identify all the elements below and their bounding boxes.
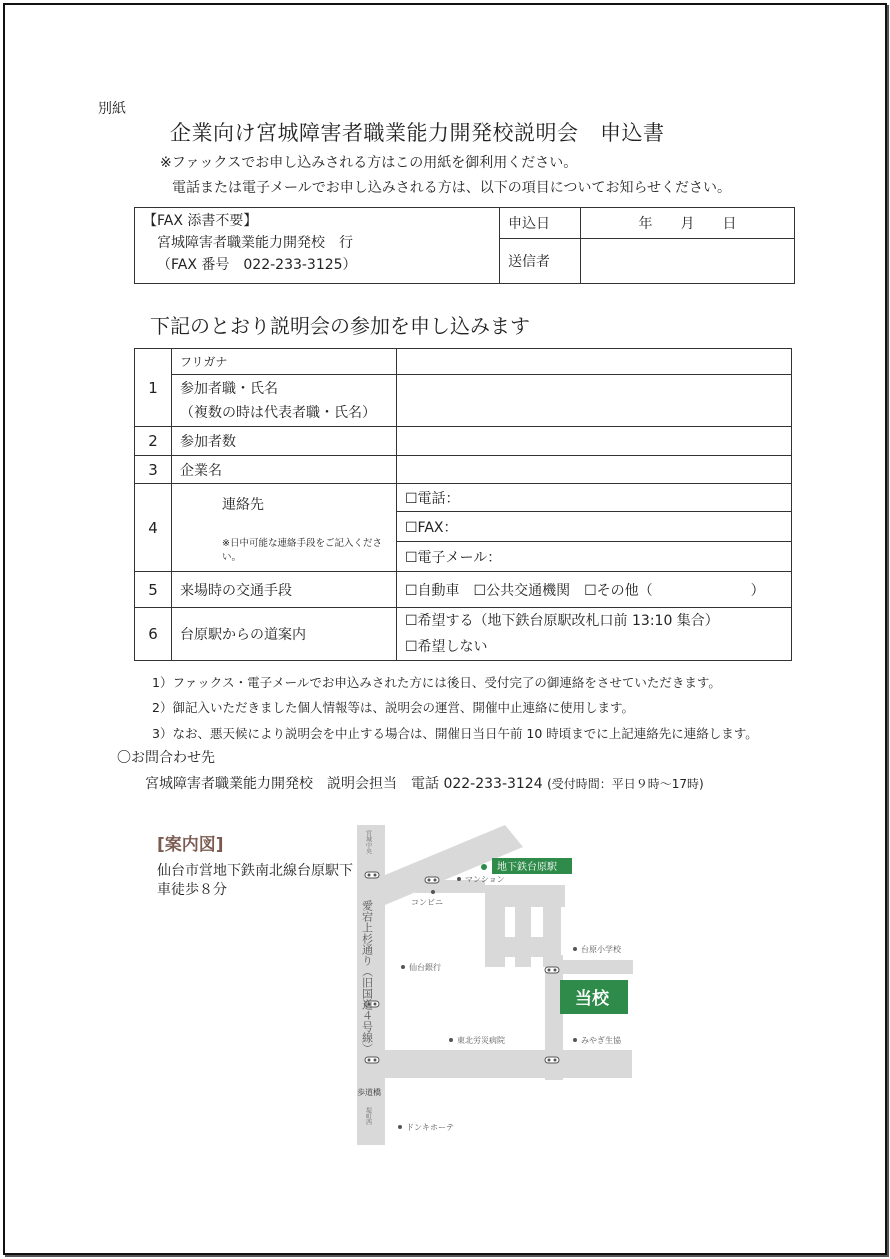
guidance-yes-option[interactable]: ☐希望する（地下鉄台原駅改札口前 13:10 集合） bbox=[405, 613, 719, 629]
station-marker-icon bbox=[481, 864, 487, 870]
map-road-block bbox=[485, 937, 555, 957]
inquiry-contact-text: 宮城障害者職業能力開発校 説明会担当 電話 022-233-3124 bbox=[145, 776, 543, 792]
header-box bbox=[134, 207, 795, 284]
row-number: 4 bbox=[135, 484, 172, 572]
traffic-light-icon bbox=[545, 967, 559, 973]
contact-note: ※日中可能な連絡手段をご記入ください。 bbox=[222, 538, 382, 563]
mansion-label: マンション bbox=[465, 875, 505, 884]
row-number: 5 bbox=[135, 572, 172, 608]
sender-label: 送信者 bbox=[500, 239, 581, 284]
company-name-label: 企業名 bbox=[172, 456, 397, 484]
sender-field[interactable] bbox=[581, 239, 795, 284]
map-road-east bbox=[563, 960, 633, 974]
traffic-light-icon bbox=[365, 1057, 379, 1063]
transport-options[interactable]: ☐自動車 ☐公共交通機関 ☐その他（ ） bbox=[397, 572, 792, 608]
transport-label: 来場時の交通手段 bbox=[172, 572, 397, 608]
participant-count-field[interactable] bbox=[397, 427, 792, 456]
fax-no-cover-label: 【FAX 添書不要】 bbox=[143, 213, 258, 229]
access-map bbox=[355, 825, 645, 1145]
footnote: 1）ファックス・電子メールでお申込みされた方には後日、受付完了の御連絡をさせていただきます。 bbox=[152, 675, 721, 690]
pedestrian-bridge-label: 歩道橋 bbox=[357, 1088, 381, 1097]
participant-name-label: 参加者職・氏名 bbox=[180, 380, 278, 397]
road-main-label: 愛宕上杉通り（旧国道４号線） bbox=[360, 900, 374, 1054]
application-date-field[interactable]: 年 月 日 bbox=[581, 208, 795, 239]
traffic-light-icon bbox=[545, 1057, 559, 1063]
annex-label: 別紙 bbox=[98, 101, 126, 117]
school-label: 当校 bbox=[575, 989, 609, 1009]
recipient-label: 宮城障害者職業能力開発校 行 bbox=[157, 235, 353, 251]
application-form-table bbox=[134, 348, 792, 661]
poi-marker-icon bbox=[457, 877, 461, 881]
participant-name-field[interactable] bbox=[397, 375, 792, 427]
footnote: 3）なお、悪天候により説明会を中止する場合は、開催日当日午前 10 時頃までに上記連絡先に連絡します。 bbox=[152, 726, 758, 741]
map-access-text: 仙台市営地下鉄南北線台原駅下車徒歩８分 bbox=[157, 863, 353, 898]
road-north-label: 宮城中央 bbox=[364, 830, 372, 854]
poi-marker-icon bbox=[401, 965, 405, 969]
guidance-label: 台原駅からの道案内 bbox=[172, 608, 397, 661]
conbini-label: コンビニ bbox=[411, 898, 443, 907]
fax-usage-note: ※ファックスでお申し込みされる方はこの用紙を御利用ください。 bbox=[160, 155, 578, 171]
phone-email-note: 電話または電子メールでお申し込みされる方は、以下の項目についてお知らせください。 bbox=[172, 180, 732, 196]
application-date-label: 申込日 bbox=[500, 208, 581, 239]
map-title: [案内図] bbox=[157, 835, 224, 855]
fax-field[interactable]: ☐FAX： bbox=[397, 512, 792, 542]
hospital-label: 東北労災病院 bbox=[457, 1036, 505, 1045]
fax-number: （FAX 番号 022-233-3125） bbox=[157, 257, 357, 273]
donki-label: ドンキホーテ bbox=[406, 1123, 454, 1132]
row-number: 2 bbox=[135, 427, 172, 456]
poi-marker-icon bbox=[398, 1125, 402, 1129]
station-label: 地下鉄台原駅 bbox=[497, 862, 557, 873]
guidance-no-option[interactable]: ☐希望しない bbox=[405, 639, 488, 655]
form-heading: 下記のとおり説明会の参加を申し込みます bbox=[150, 314, 530, 338]
company-name-field[interactable] bbox=[397, 456, 792, 484]
map-road-lower bbox=[357, 1050, 632, 1078]
elementary-label: 台原小学校 bbox=[581, 945, 621, 954]
traffic-light-icon bbox=[365, 872, 379, 878]
participant-name-sublabel: （複数の時は代表者職・氏名） bbox=[180, 404, 376, 421]
contact-label: 連絡先 bbox=[222, 497, 264, 513]
page-title: 企業向け宮城障害者職業能力開発校説明会 申込書 bbox=[170, 121, 665, 145]
inquiry-hours: (受付時間：平日９時～17時) bbox=[547, 777, 704, 791]
inquiry-contact bbox=[145, 773, 704, 793]
email-field[interactable]: ☐電子メール： bbox=[397, 542, 792, 572]
poi-marker-icon bbox=[431, 890, 435, 894]
map-road-station-area bbox=[485, 885, 565, 907]
furigana-field[interactable] bbox=[397, 349, 792, 375]
inquiry-heading: 〇お問合わせ先 bbox=[117, 750, 215, 766]
poi-marker-icon bbox=[449, 1038, 453, 1042]
poi-marker-icon bbox=[573, 1038, 577, 1042]
participant-count-label: 参加者数 bbox=[172, 427, 397, 456]
traffic-light-icon bbox=[425, 877, 439, 883]
furigana-label: フリガナ bbox=[172, 349, 397, 375]
bank-label: 仙台銀行 bbox=[409, 963, 441, 972]
footnote: 2）御記入いただきました個人情報等は、説明会の運営、開催中止連絡に使用します。 bbox=[152, 700, 634, 715]
phone-field[interactable]: ☐電話： bbox=[397, 484, 792, 512]
row-number: 1 bbox=[135, 349, 172, 427]
poi-marker-icon bbox=[573, 947, 577, 951]
road-south-label: 堤町西 bbox=[364, 1107, 372, 1125]
row-number: 3 bbox=[135, 456, 172, 484]
row-number: 6 bbox=[135, 608, 172, 661]
miyagi-coop-label: みやぎ生協 bbox=[581, 1036, 621, 1045]
